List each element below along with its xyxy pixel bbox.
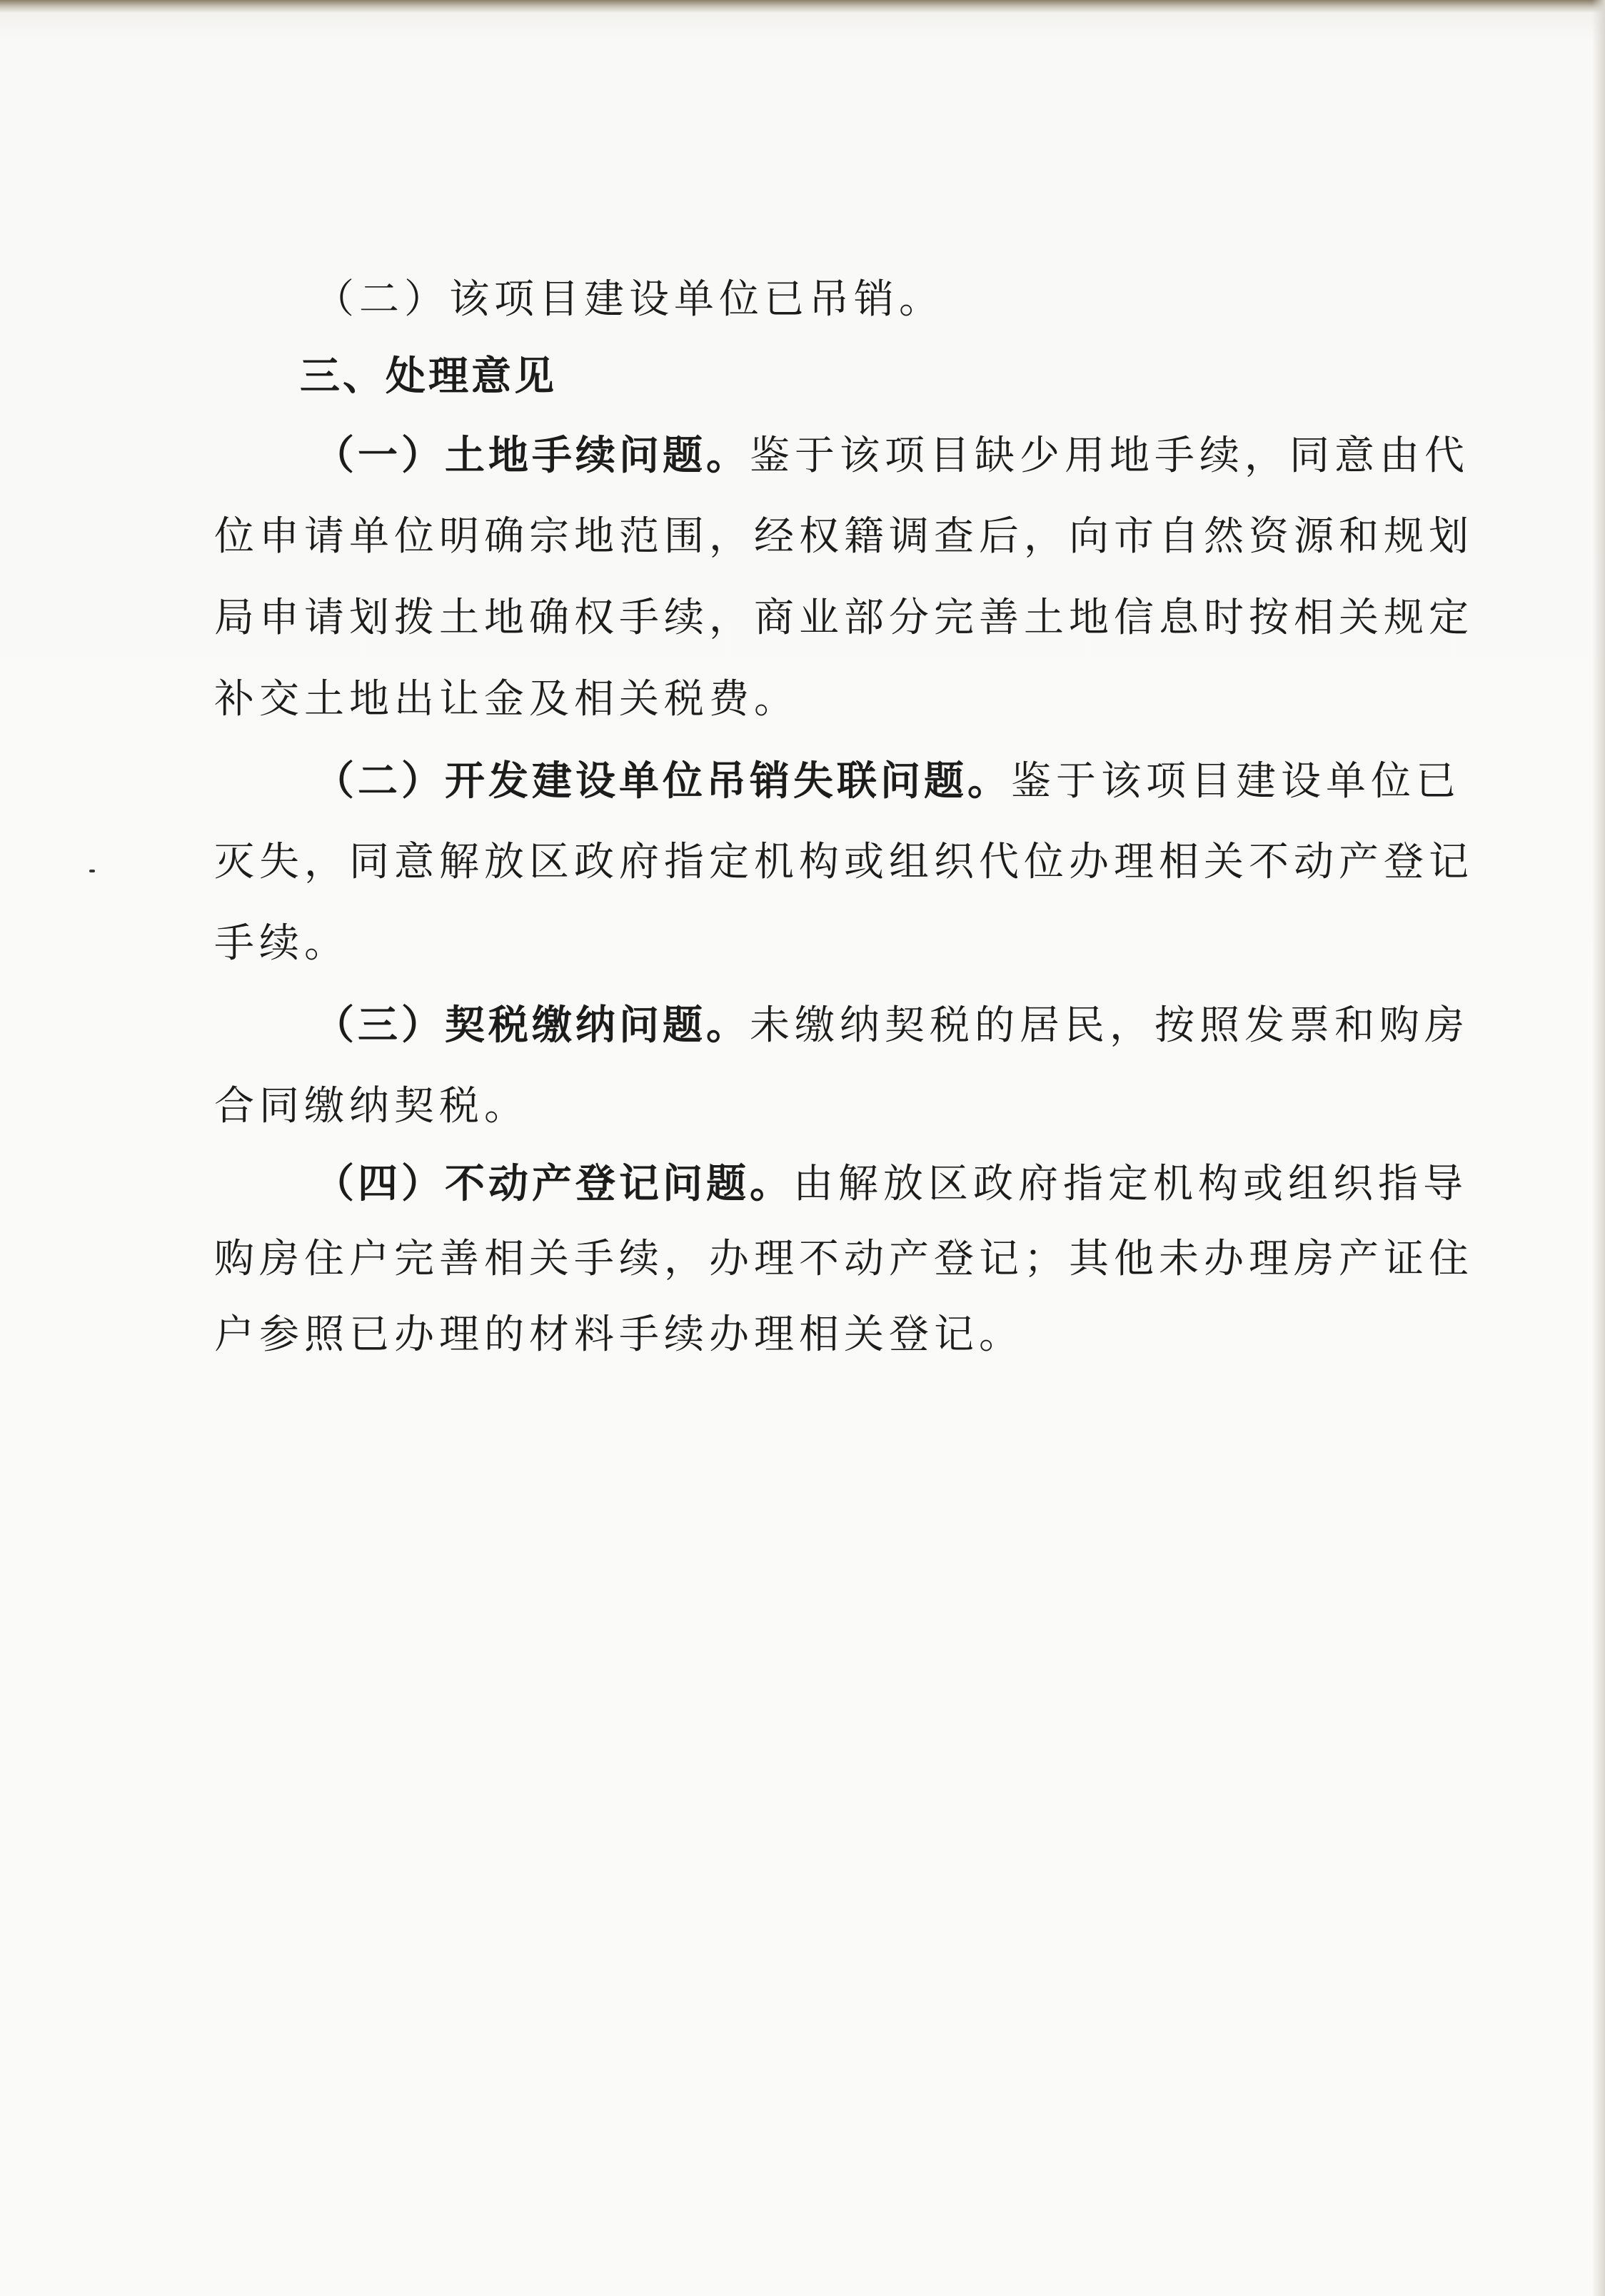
item1-title: （一）土地手续问题。	[314, 432, 750, 479]
item1-text: 鉴于该项目缺少用地手续，同意由代	[750, 433, 1469, 479]
item4-line-2: 购房住户完善相关手续，办理不动产登记；其他未办理房产证住	[214, 1236, 1474, 1282]
item2-line-2: 灭失，同意解放区政府指定机构或组织代位办理相关不动产登记	[214, 839, 1474, 885]
section-heading-handling-opinions: 三、处理意见	[300, 353, 557, 400]
paragraph-unit-revoked: （二）该项目建设单位已吊销。	[314, 276, 944, 323]
item4-text: 由解放区政府指定机构或组织指导	[793, 1161, 1468, 1207]
scan-speck	[89, 870, 95, 872]
item1-first-line	[314, 427, 1469, 484]
item3-title: （三）契税缴纳问题。	[314, 1002, 750, 1049]
page-top-edge	[0, 0, 1605, 13]
item1-line-4: 补交土地出让金及相关税费。	[214, 676, 799, 722]
item2-text: 鉴于该项目建设单位已	[1011, 758, 1461, 805]
item4-first-line	[314, 1155, 1468, 1212]
item1-line-2: 位申请单位明确宗地范围，经权籍调查后，向市自然资源和规划	[214, 513, 1474, 560]
item1-line-3: 局申请划拨土地确权手续，商业部分完善土地信息时按相关规定	[214, 595, 1474, 641]
item3-line-2: 合同缴纳契税。	[214, 1083, 529, 1129]
item4-title: （四）不动产登记问题。	[314, 1160, 793, 1207]
item4-line-3: 户参照已办理的材料手续办理相关登记。	[214, 1311, 1024, 1358]
page-right-edge	[1592, 0, 1605, 2296]
item2-title: （二）开发建设单位吊销失联问题。	[314, 757, 1011, 805]
item3-text: 未缴纳契税的居民，按照发票和购房	[750, 1002, 1469, 1049]
item2-first-line	[314, 752, 1461, 810]
item2-line-3: 手续。	[214, 920, 349, 967]
item3-first-line	[314, 997, 1469, 1054]
